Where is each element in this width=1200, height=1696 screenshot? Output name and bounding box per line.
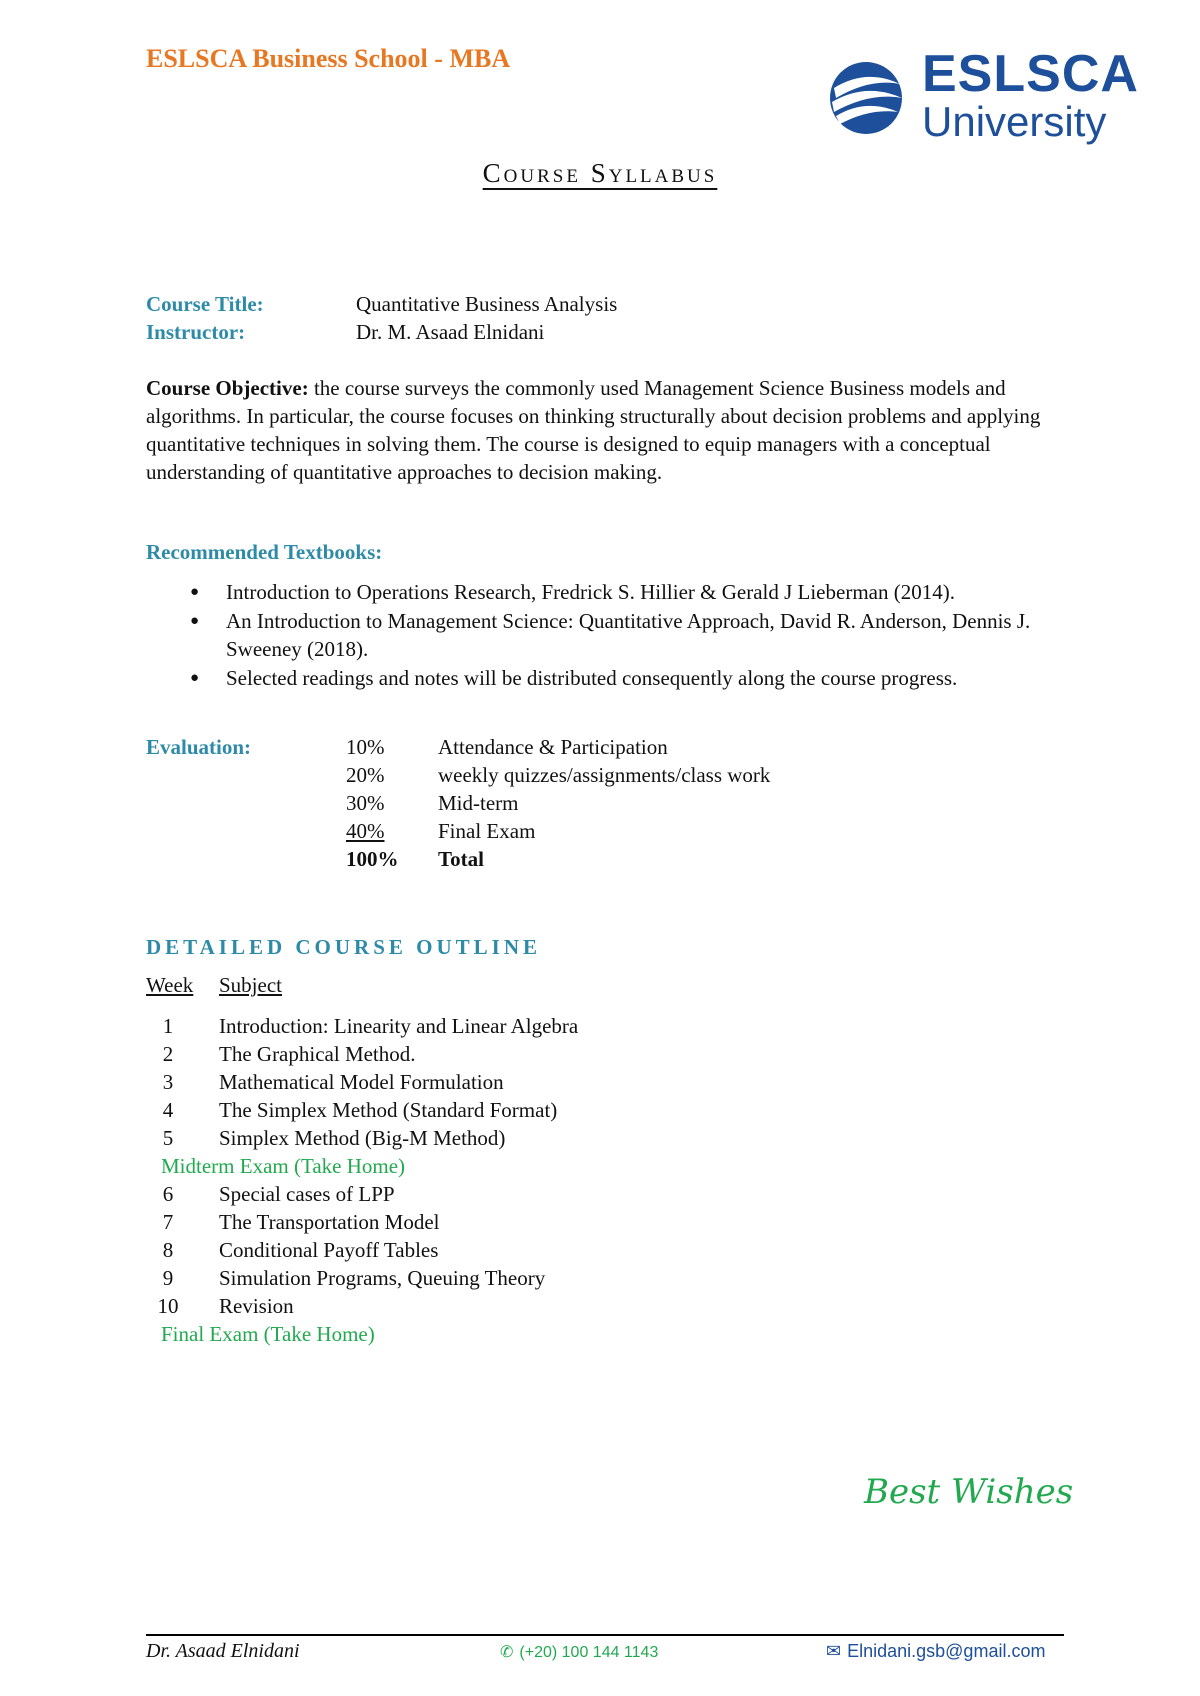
document-title-text: Course Syllabus (482, 158, 718, 188)
week-subject: Simulation Programs, Queuing Theory (219, 1266, 546, 1290)
week-column-header: Week (146, 973, 194, 997)
course-title-label: Course Title: (146, 292, 264, 316)
week-number: 4 (162, 1098, 174, 1122)
footer-phone (500, 1642, 658, 1662)
logo-text-university: University (922, 98, 1107, 145)
closing-best-wishes: Best Wishes (864, 1472, 1074, 1512)
course-objective-label: Course Objective: (146, 376, 309, 400)
textbooks-list (190, 578, 1090, 693)
footer-email-address[interactable]: Elnidani.gsb@gmail.com (847, 1641, 1046, 1661)
logo-swirl-icon (826, 58, 906, 138)
week-number: 9 (162, 1266, 174, 1290)
footer-divider (146, 1634, 1064, 1636)
list-item: ● Selected readings and notes will be distributed consequently along the course progress. (190, 664, 1090, 692)
week-subject: Conditional Payoff Tables (219, 1238, 439, 1262)
week-number: 6 (162, 1182, 174, 1206)
footer-phone-number: (+20) 100 144 1143 (519, 1644, 659, 1661)
midterm-exam-note: Midterm Exam (Take Home) (161, 1154, 406, 1178)
course-objective-text: the course surveys the commonly used Management Science Business models and algorithms. In particular, the course focuses on thinking structurally about decision problems and applying quantitative techniques in solving them. The course is designed to equip managers with a conceptual understanding of quantitative approaches to decision making. (146, 376, 1041, 484)
evaluation-percent: 40% (346, 819, 385, 843)
week-subject: Mathematical Model Formulation (219, 1070, 504, 1094)
evaluation-item: Attendance & Participation (438, 735, 668, 759)
phone-icon: ✆ (500, 1644, 514, 1661)
week-subject: Revision (219, 1294, 294, 1318)
week-subject: Introduction: Linearity and Linear Algebra (219, 1014, 579, 1038)
course-title-value: Quantitative Business Analysis (356, 292, 618, 316)
final-exam-note: Final Exam (Take Home) (161, 1322, 375, 1346)
instructor-value: Dr. M. Asaad Elnidani (356, 320, 545, 344)
list-item: ● Introduction to Operations Research, Fredrick S. Hillier & Gerald J Lieberman (2014). (190, 578, 1090, 606)
envelope-icon: ✉ (826, 1641, 842, 1661)
week-subject: Simplex Method (Big-M Method) (219, 1126, 506, 1150)
logo-text-eslsca: ESLSCA (922, 45, 1139, 103)
evaluation-percent: 10% (346, 735, 385, 759)
course-objective (146, 374, 1066, 486)
evaluation-percent: 30% (346, 791, 385, 815)
week-number: 7 (162, 1210, 174, 1234)
week-number: 2 (162, 1042, 174, 1066)
week-subject: The Simplex Method (Standard Format) (219, 1098, 558, 1122)
week-subject: The Graphical Method. (219, 1042, 416, 1066)
week-number: 1 (162, 1014, 174, 1038)
evaluation-total-label: Total (438, 847, 484, 871)
instructor-label: Instructor: (146, 320, 246, 344)
footer-instructor-name: Dr. Asaad Elnidani (146, 1640, 300, 1662)
week-number: 8 (162, 1238, 174, 1262)
week-subject: Special cases of LPP (219, 1182, 395, 1206)
evaluation-label: Evaluation: (146, 735, 252, 759)
evaluation-item: Final Exam (438, 819, 536, 843)
subject-column-header: Subject (219, 973, 282, 997)
week-number: 5 (162, 1126, 174, 1150)
textbooks-label: Recommended Textbooks: (146, 540, 383, 564)
week-subject: The Transportation Model (219, 1210, 440, 1234)
footer-email[interactable] (826, 1641, 1045, 1662)
evaluation-total-percent: 100% (346, 847, 399, 871)
evaluation-item: weekly quizzes/assignments/class work (438, 763, 771, 787)
week-number: 10 (157, 1294, 179, 1318)
week-number: 3 (162, 1070, 174, 1094)
evaluation-percent: 20% (346, 763, 385, 787)
outline-heading: DETAILED COURSE OUTLINE (146, 935, 542, 959)
evaluation-item: Mid-term (438, 791, 519, 815)
school-name: ESLSCA Business School - MBA (146, 44, 511, 73)
list-item: ● An Introduction to Management Science: Quantitative Approach, David R. Anderson, Dennis J. Sweeney (2018). (190, 607, 1090, 663)
document-title (0, 158, 1200, 189)
university-logo (826, 45, 1139, 152)
